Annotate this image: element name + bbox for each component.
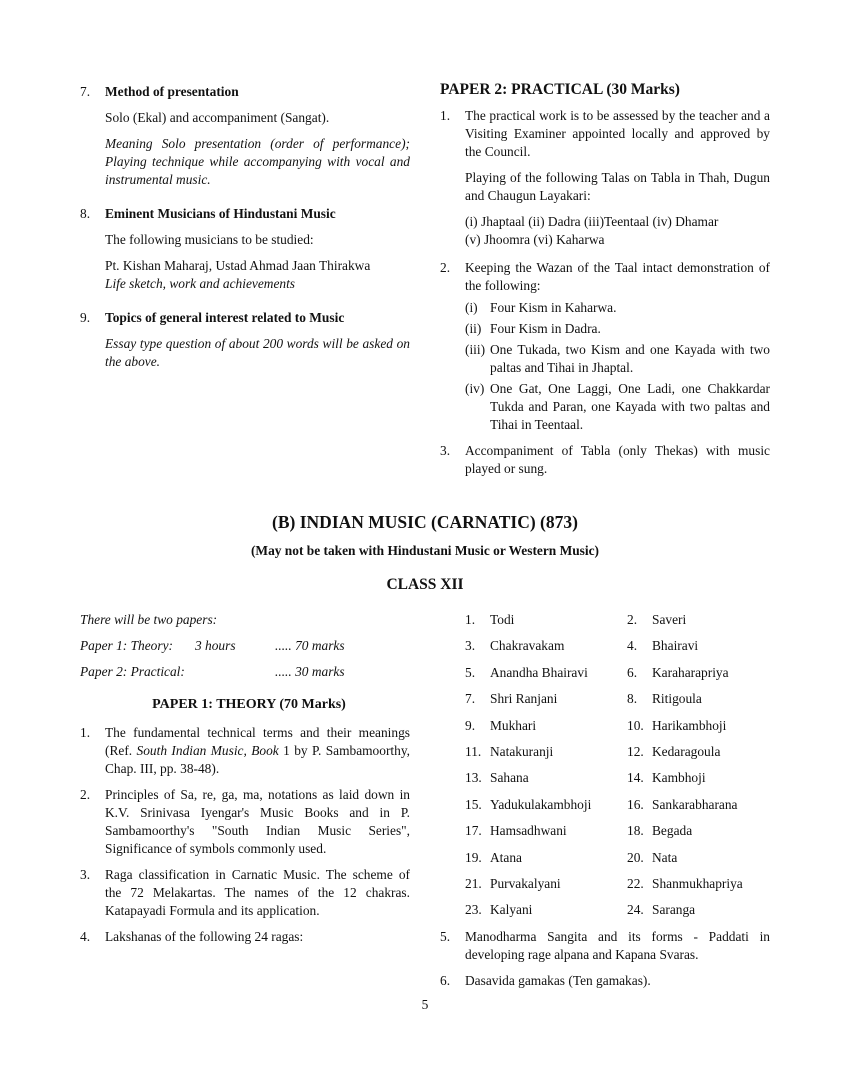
- theory-item-1: [80, 724, 410, 778]
- right-top-column: [440, 81, 770, 478]
- item-text: Lakshanas of the following 24 ragas:: [105, 929, 304, 944]
- item-number: 4.: [80, 929, 91, 944]
- raga-name: Saveri: [652, 612, 687, 627]
- sub-item: [465, 380, 770, 434]
- item-text: The practical work is to be assessed by the teacher and a Visiting Examiner appointed locally and approved by the Council.: [465, 108, 770, 159]
- raga-name: Sahana: [490, 770, 529, 786]
- section-title: (B) INDIAN MUSIC (CARNATIC) (873): [272, 512, 578, 532]
- raga-name: Kambhoji: [652, 770, 706, 786]
- practical-item-3: [440, 442, 770, 478]
- paper1-row: [80, 637, 410, 655]
- raga-number: 4.: [627, 638, 638, 654]
- paper2-label: Paper 2: Practical:: [80, 664, 185, 679]
- raga-number: 2.: [627, 612, 638, 627]
- item-7-line: Solo (Ekal) and accompaniment (Sangat).: [105, 110, 330, 125]
- item-number: 3.: [440, 443, 451, 458]
- item-number: 6.: [440, 973, 451, 988]
- item-text: Dasavida gamakas (Ten gamakas).: [465, 973, 651, 988]
- sub-item: [465, 299, 770, 317]
- sub-number: (i): [465, 300, 478, 315]
- theory-item-5: [440, 928, 770, 964]
- raga-number: 23.: [465, 902, 482, 918]
- item-7: [80, 83, 410, 101]
- book-title: South Indian Music, Book: [136, 743, 279, 758]
- item-number: 2.: [440, 260, 451, 275]
- raga-name: Natakuranji: [490, 743, 554, 759]
- papers-intro: There will be two papers:: [80, 612, 218, 627]
- item-8: [80, 205, 410, 223]
- paper1-heading: PAPER 1: THEORY (70 Marks): [152, 697, 346, 712]
- theory-item-6: [440, 972, 770, 990]
- raga-number: 15.: [465, 796, 482, 812]
- raga-number: 3.: [465, 638, 476, 654]
- raga-number: 8.: [627, 691, 638, 707]
- item-title: Eminent Musicians of Hindustani Music: [105, 206, 336, 221]
- item-text-part: The fundamental technical terms and their meanings (Ref.: [105, 725, 410, 758]
- raga-number: 14.: [627, 770, 644, 786]
- item-text: [105, 724, 410, 778]
- sub-item: [465, 320, 770, 338]
- raga-name: Nata: [652, 849, 678, 865]
- raga-name: Mukhari: [490, 717, 537, 733]
- item-title: Topics of general interest related to Music: [105, 310, 345, 325]
- sub-number: (iii): [465, 342, 486, 357]
- sub-text: One Tukada, two Kism and one Kayada with two paltas and Tihai in Jhaptal.: [490, 342, 770, 375]
- item-9: [80, 309, 410, 327]
- raga-number: 24.: [627, 902, 644, 918]
- item-number: 7.: [80, 84, 91, 99]
- raga-number: 21.: [465, 875, 482, 891]
- item-number: 2.: [80, 787, 91, 802]
- raga-number: 5.: [465, 664, 476, 680]
- raga-name: Shri Ranjani: [490, 691, 558, 707]
- item-number: 1.: [80, 725, 91, 740]
- sub-number: (ii): [465, 321, 482, 336]
- raga-name: Sankarabharana: [652, 796, 738, 812]
- raga-name: Karaharapriya: [652, 664, 729, 680]
- raga-number: 16.: [627, 796, 644, 812]
- practical-item-2: [440, 259, 770, 295]
- right-bottom-column: [440, 928, 770, 990]
- paper1-time: 3 hours: [195, 638, 236, 653]
- paper1-label: Paper 1: Theory:: [80, 638, 173, 653]
- raga-number: 7.: [465, 691, 476, 707]
- item-text-part: 1 by P. Sambamoorthy, Chap. III, pp. 38-48).: [105, 743, 410, 776]
- raga-name: Shanmukhapriya: [652, 875, 743, 891]
- practical-item-1: [440, 107, 770, 161]
- raga-number: 1.: [465, 612, 476, 627]
- item-text: Keeping the Wazan of the Taal intact demonstration of the following:: [465, 260, 770, 293]
- paper2-row: [80, 663, 410, 681]
- item-8-line: The following musicians to be studied:: [105, 232, 314, 247]
- raga-name: Atana: [490, 849, 522, 865]
- item-title: Method of presentation: [105, 84, 239, 99]
- item-text: Principles of Sa, re, ga, ma, notations as laid down in K.V. Srinivasa Iyengar's Music Books and in P. Sambamoorthy's "South Indian Music Series", Significance of symbols commonly used.: [105, 787, 410, 856]
- item-7-italic: Meaning Solo presentation (order of performance); Playing technique while accompanying with vocal and instrumental music.: [105, 136, 410, 187]
- paper2-heading: PAPER 2: PRACTICAL (30 Marks): [440, 81, 680, 98]
- raga-number: 20.: [627, 849, 644, 865]
- raga-name: Ritigoula: [652, 691, 702, 707]
- item-number: 1.: [440, 108, 451, 123]
- raga-name: Yadukulakambhoji: [490, 796, 592, 812]
- raga-list: [465, 611, 770, 919]
- raga-name: Bhairavi: [652, 638, 699, 654]
- sub-item: [465, 341, 770, 377]
- item-8-italic: Life sketch, work and achievements: [105, 276, 296, 291]
- raga-number: 12.: [627, 743, 644, 759]
- section-subtitle: (May not be taken with Hindustani Music or Western Music): [250, 543, 600, 558]
- paper1-marks: ..... 70 marks: [275, 638, 345, 653]
- raga-number: 6.: [627, 664, 638, 680]
- raga-number: 13.: [465, 770, 482, 786]
- raga-number: 11.: [465, 743, 482, 759]
- item-number: 8.: [80, 206, 91, 221]
- raga-name: Hamsadhwani: [490, 823, 567, 839]
- sub-text: Four Kism in Kaharwa.: [490, 300, 617, 315]
- raga-name: Todi: [490, 612, 515, 627]
- raga-grid: [465, 611, 770, 919]
- sub-text: Four Kism in Dadra.: [490, 321, 601, 336]
- raga-number: 18.: [627, 823, 644, 839]
- raga-name: Chakravakam: [490, 638, 565, 654]
- raga-name: Saranga: [652, 902, 696, 918]
- item-text: Accompaniment of Tabla (only Thekas) with music played or sung.: [465, 443, 770, 476]
- raga-number: 10.: [627, 717, 644, 733]
- raga-number: 17.: [465, 823, 482, 839]
- sub-number: (iv): [465, 381, 485, 396]
- raga-name: Purvakalyani: [490, 875, 561, 891]
- talas-line-2: (v) Jhoomra (vi) Kaharwa: [465, 232, 605, 247]
- raga-name: Kalyani: [490, 902, 533, 918]
- sub-text: One Gat, One Laggi, One Ladi, one Chakkardar Tukda and Paran, one Kayada with two paltas and Tihai in Teentaal.: [490, 381, 770, 432]
- raga-name: Begada: [652, 823, 693, 839]
- raga-name: Harikambhoji: [652, 717, 727, 733]
- sub-list: [440, 299, 770, 434]
- item-number: 3.: [80, 867, 91, 882]
- left-top-column: [80, 83, 410, 371]
- practical-item-1-text2: Playing of the following Talas on Tabla in Thah, Dugun and Chaugun Layakari:: [465, 170, 770, 203]
- theory-item-2: [80, 786, 410, 858]
- item-9-italic: Essay type question of about 200 words will be asked on the above.: [105, 336, 410, 369]
- raga-number: 22.: [627, 875, 644, 891]
- class-heading: CLASS XII: [386, 576, 464, 593]
- paper2-marks: ..... 30 marks: [275, 664, 345, 679]
- talas-line-1: (i) Jhaptaal (ii) Dadra (iii)Teentaal (iv) Dhamar: [465, 214, 719, 229]
- raga-number: 19.: [465, 849, 482, 865]
- item-number: 5.: [440, 929, 451, 944]
- raga-name: Anandha Bhairavi: [490, 664, 588, 680]
- left-bottom-column: [80, 611, 410, 946]
- raga-number: 9.: [465, 717, 476, 733]
- item-text: Manodharma Sangita and its forms - Paddati in developing rage alpana and Kapana Svaras.: [465, 929, 770, 962]
- item-number: 9.: [80, 310, 91, 325]
- item-text: Raga classification in Carnatic Music. The scheme of the 72 Melakartas. The names of the 12 chakras. Katapayadi Formula and its application.: [105, 867, 410, 918]
- page-number: 5: [421, 997, 429, 1012]
- theory-item-4: [80, 928, 410, 946]
- raga-name: Kedaragoula: [652, 743, 721, 759]
- theory-item-3: [80, 866, 410, 920]
- item-8-names: Pt. Kishan Maharaj, Ustad Ahmad Jaan Thirakwa: [105, 258, 371, 273]
